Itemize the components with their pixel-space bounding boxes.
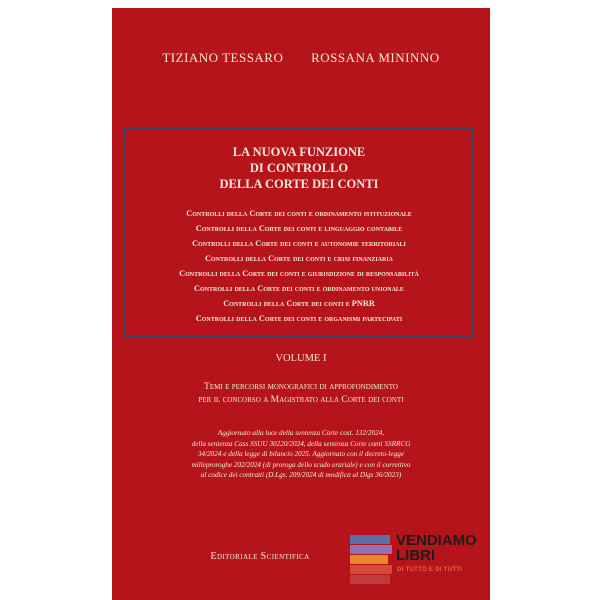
book-spine [350,545,392,554]
logo-line-1: VENDIAMO [396,532,477,549]
logo-line-2: LIBRI [396,547,436,564]
title-box [124,128,474,337]
title-line: DI CONTROLLO [249,161,349,175]
books-stack-icon [350,525,394,585]
author-2: ROSSANA MININNO [311,50,440,65]
author-1: TIZIANO TESSARO [162,50,284,65]
topic-item: Controlli della Corte dei conti e autonomie territoriali [192,239,406,248]
vendiamo-libri-logo [350,523,500,587]
update-line: milleproroghe 202/2024 (di proroga dello scudo erariale) e con il correttivo [191,460,411,469]
title-line: DELLA CORTE DEI CONTI [219,177,379,191]
update-line: Aggiornato alla luce della sentenza Corte cost. 132/2024, [217,429,385,437]
book-spine [350,555,388,564]
title-line: LA NUOVA FUNZIONE [232,145,366,159]
topic-item: Controlli della Corte dei conti e ordinamento istituzionale [186,209,412,218]
topic-item: Controlli della Corte dei conti e crisi finanziaria [205,254,393,263]
book-spine [350,565,392,574]
book-cover [112,8,490,600]
subtitle-line: Temi e percorsi monografici di approfondimento [204,381,398,392]
subtitle [112,380,490,406]
update-line: della sentenza Cass SSUU 30220/2024, della sentenza Corte conti SSRRCG [191,439,411,448]
authors [112,50,490,66]
topic-item: Controlli della Corte dei conti e organismi partecipati [195,314,403,323]
update-note [112,428,490,481]
logo-tagline: DI TUTTO E DI TUTTI [397,567,463,573]
book-spine [350,575,390,584]
logo-wordmark [396,533,477,563]
topic-item: Controlli della Corte dei conti e PNRR [223,299,375,308]
topics-list [126,206,472,326]
publisher: Editoriale Scientifica [210,551,310,562]
subtitle-line: per il concorso a Magistrato alla Corte dei conti [198,394,404,405]
volume-label: VOLUME I [275,353,327,364]
topic-item: Controlli della Corte dei conti e linguaggio contabile [195,224,403,233]
book-spine [350,535,390,544]
update-line: 34/2024 e della legge di bilancio 2025. Aggiornato con il decreto-legge [197,450,405,458]
topic-item: Controlli della Corte dei conti e giurisdizione di responsabilità [179,269,419,278]
update-line: al codice dei contratti (D.Lgs. 209/2024 di modifica al Dlgs 36/2023) [200,471,402,479]
book-title [126,144,472,192]
topic-item: Controlli della Corte dei conti e ordinamento unionale [194,284,404,293]
